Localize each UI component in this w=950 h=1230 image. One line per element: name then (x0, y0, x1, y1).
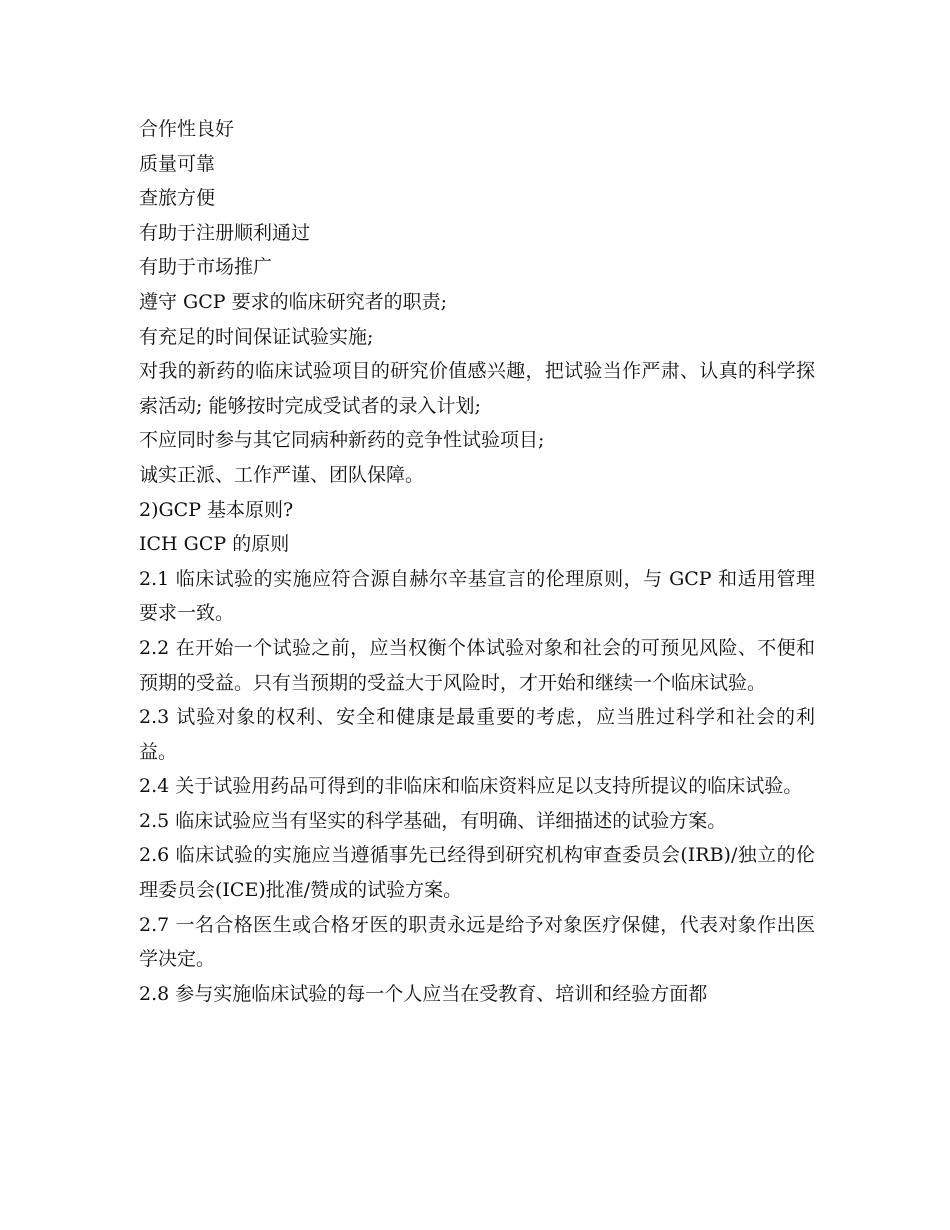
principle-item: 2.1 临床试验的实施应符合源自赫尔辛基宣言的伦理原则，与 GCP 和适用管理要求一致。 (139, 567, 815, 625)
paragraph: 有助于注册顺利通过 (139, 221, 311, 244)
paragraph: 质量可靠 (139, 152, 216, 175)
principle-item: 2.5 临床试验应当有坚实的科学基础，有明确、详细描述的试验方案。 (139, 809, 727, 832)
document-body (139, 112, 815, 1011)
paragraph: 不应同时参与其它同病种新药的竞争性试验项目; (139, 429, 545, 452)
principle-item: 2.7 一名合格医生或合格牙医的职责永远是给予对象医疗保健，代表对象作出医学决定。 (139, 913, 815, 971)
paragraph: 遵守 GCP 要求的临床研究者的职责; (139, 290, 447, 313)
principle-item: 2.2 在开始一个试验之前，应当权衡个体试验对象和社会的可预见风险、不便和预期的受益。只有当预期的受益大于风险时，才开始和继续一个临床试验。 (139, 636, 815, 694)
principle-item: 2.3 试验对象的权利、安全和健康是最重要的考虑，应当胜过科学和社会的利益。 (139, 706, 815, 763)
section-heading: 2)GCP 基本原则? (139, 498, 294, 521)
paragraph: 诚实正派、工作严谨、团队保障。 (139, 463, 425, 486)
principle-item: 2.8 参与实施临床试验的每一个人应当在受教育、培训和经验方面都 (139, 982, 708, 1005)
principle-item: 2.6 临床试验的实施应当遵循事先已经得到研究机构审查委员会(IRB)/独立的伦理委员会(ICE)批准/赞成的试验方案。 (139, 844, 815, 902)
paragraph: 对我的新药的临床试验项目的研究价值感兴趣，把试验当作严肃、认真的科学探索活动; 能够按时完成受试者的录入计划; (139, 360, 815, 417)
paragraph: 有助于市场推广 (139, 256, 273, 279)
principle-item: 2.4 关于试验用药品可得到的非临床和临床资料应足以支持所提议的临床试验。 (139, 775, 803, 798)
paragraph: 有充足的时间保证试验实施; (139, 325, 374, 348)
section-subheading: ICH GCP 的原则 (139, 533, 290, 556)
paragraph: 合作性良好 (139, 118, 235, 140)
paragraph: 查旅方便 (139, 187, 216, 210)
